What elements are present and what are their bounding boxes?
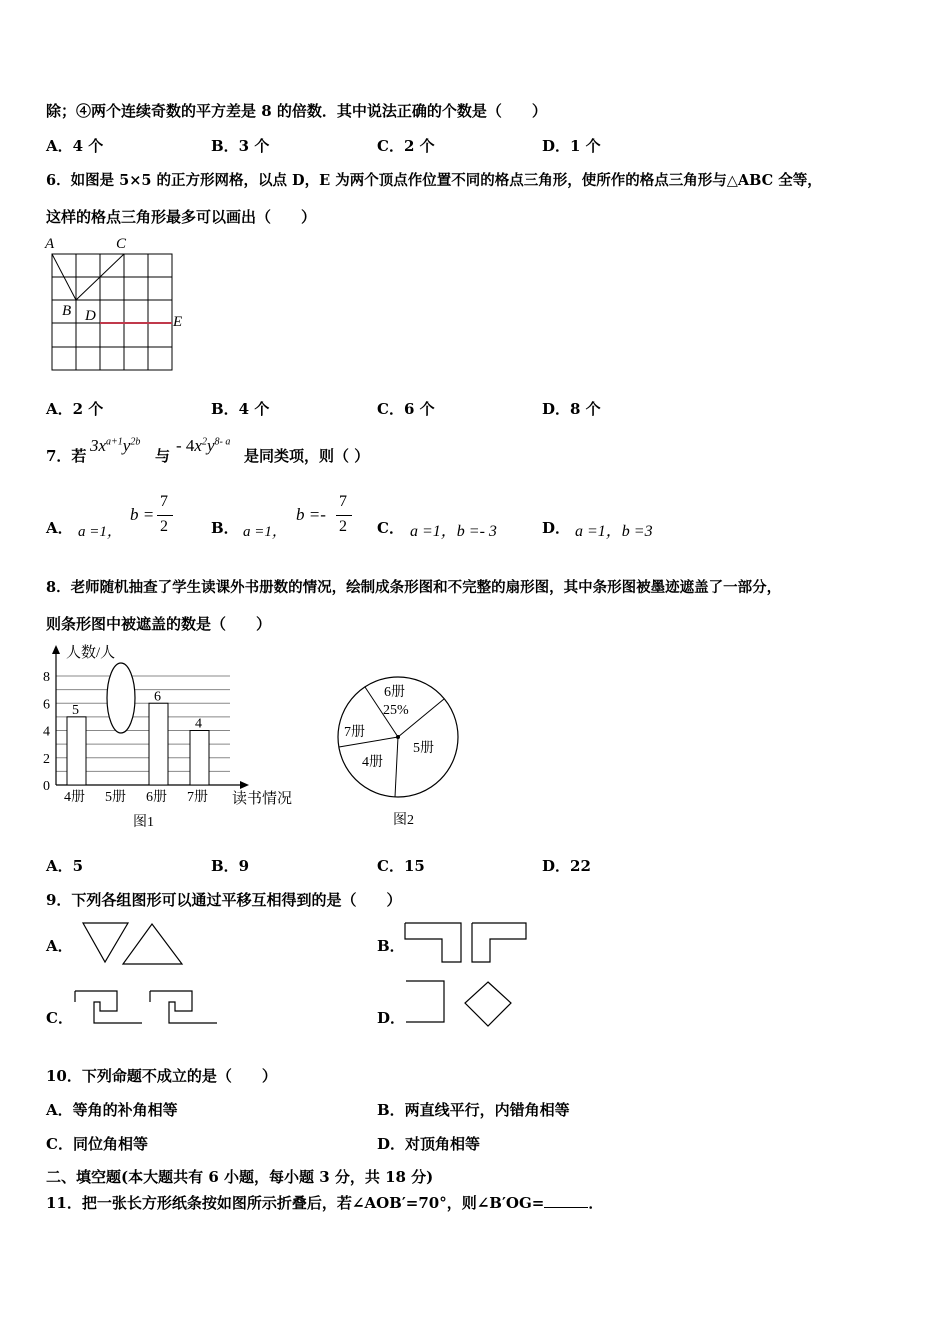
bar-category-label: 7册 <box>187 790 208 805</box>
ink-blot <box>107 663 135 733</box>
q6-option-d: D．8 个 <box>542 400 601 418</box>
q7-option-a-b: b = <box>130 505 155 524</box>
pie-label-4: 4册 <box>362 755 383 770</box>
pie-label-7: 7册 <box>344 725 365 740</box>
q9-option-b-figure <box>402 920 532 968</box>
pie-label-6: 6册 <box>384 685 405 700</box>
bar-ytick-label: 6 <box>43 697 50 713</box>
bar-caption: 图1 <box>133 815 154 830</box>
q10-option-c: C．同位角相等 <box>46 1135 148 1153</box>
q9-option-c-label: C． <box>46 1009 73 1027</box>
q5-option-b: B．3 个 <box>211 137 270 155</box>
pie-label-5: 5册 <box>413 741 434 756</box>
q11-stem <box>46 1193 603 1213</box>
q7-option-a-den: 2 <box>160 518 168 535</box>
bar-ytick-label: 4 <box>43 724 50 740</box>
q11-answer-blank[interactable] <box>544 1193 588 1208</box>
q7-expr1: $3x^{a+1}y^{2b}$ <box>90 436 141 455</box>
q11-prefix: 11．把一张长方形纸条按如图所示折叠后，若∠AOB′=70°，则∠B′OG= <box>46 1194 545 1212</box>
q6-grid-figure <box>40 232 190 377</box>
q6-option-b: B．4 个 <box>211 400 270 418</box>
q10-option-b: B．两直线平行，内错角相等 <box>377 1101 570 1119</box>
q10-stem: 10．下列命题不成立的是（ ） <box>46 1067 277 1085</box>
label-e: E <box>173 314 183 330</box>
q8-stem-line2: 则条形图中被遮盖的数是（ ） <box>46 615 272 633</box>
bar-7册 <box>190 731 209 786</box>
q7-option-a-fraction-bar <box>157 515 173 516</box>
label-b: B <box>62 303 72 319</box>
bar-ytick-label: 0 <box>43 779 50 794</box>
q6-stem-line2: 这样的格点三角形最多可以画出（ ） <box>46 208 317 226</box>
bar-data-label: 5 <box>72 702 79 718</box>
q7-option-b-value: a =1， <box>243 524 287 540</box>
q8-option-b: B．9 <box>211 857 250 875</box>
bar-xlabel: 读书情况 <box>232 791 293 807</box>
q7-option-c-value: a =1，b =- 3 <box>410 523 497 540</box>
q7-option-c-letter: C． <box>377 519 404 537</box>
q7-suffix: 是同类项，则（ ） <box>244 447 370 465</box>
q7-option-b-fraction-bar <box>336 515 352 516</box>
q7-prefix: 7．若 <box>46 447 87 465</box>
q6-option-c: C．6 个 <box>377 400 435 418</box>
q7-option-a-value: a =1， <box>78 524 122 540</box>
q5-option-a: A．4 个 <box>46 137 104 155</box>
bar-ylabel: 人数/人 <box>66 645 116 661</box>
q10-option-d: D．对顶角相等 <box>377 1135 481 1153</box>
q9-option-b-label: B． <box>377 937 405 955</box>
q9-stem: 9．下列各组图形可以通过平移互相得到的是（ ） <box>46 891 402 909</box>
q7-option-b-letter: B． <box>211 519 239 537</box>
q7-option-b-b: b =- <box>296 505 326 524</box>
bar-data-label: 6 <box>154 689 161 705</box>
q5-option-c: C．2 个 <box>377 137 435 155</box>
q10-option-a: A．等角的补角相等 <box>46 1101 178 1119</box>
q7-option-b-num: 7 <box>339 493 347 510</box>
q9-option-c-figure <box>72 988 222 1030</box>
label-a: A <box>45 236 55 252</box>
q8-option-d: D．22 <box>542 857 591 875</box>
pie-percent-6: 25% <box>383 703 409 718</box>
q11-suffix: ． <box>588 1194 604 1212</box>
bar-category-label: 4册 <box>64 790 85 805</box>
q5-option-d: D．1 个 <box>542 137 601 155</box>
bar-data-label: 4 <box>195 716 202 732</box>
q9-option-a-label: A． <box>46 937 73 955</box>
bar-4册 <box>67 717 86 785</box>
q7-option-d-letter: D． <box>542 519 571 537</box>
q7-option-a-num: 7 <box>160 493 168 510</box>
bar-chart <box>40 640 305 835</box>
q8-stem-line1: 8．老师随机抽查了学生读课外书册数的情况，绘制成条形图和不完整的扇形图，其中条形图被墨迹遮盖了一部分， <box>46 579 782 596</box>
bar-6册 <box>149 703 168 785</box>
q7-option-a-letter: A． <box>46 519 73 537</box>
q9-option-d-label: D． <box>377 1009 406 1027</box>
q6-option-a: A．2 个 <box>46 400 104 418</box>
label-d: D <box>85 308 96 324</box>
q6-stem-line1: 6．如图是 5×5 的正方形网格，以点 D，E 为两个顶点作位置不同的格点三角形，使所作的格点三角形与△ABC 全等， <box>46 172 822 189</box>
pie-caption: 图2 <box>393 813 414 828</box>
label-c: C <box>116 236 127 252</box>
q7-expr2: - $4x^2y^{8- a}$ <box>176 436 231 455</box>
pie-chart <box>335 672 465 832</box>
bar-ytick-label: 8 <box>43 670 50 685</box>
q7-option-b-den: 2 <box>339 518 347 535</box>
q9-option-a-figure <box>80 920 190 968</box>
q8-option-a: A．5 <box>46 857 84 875</box>
bar-ytick-label: 2 <box>43 751 50 767</box>
bar-category-label: 6册 <box>146 790 167 805</box>
section-2-heading: 二、填空题(本大题共有 6 小题，每小题 3 分，共 18 分) <box>46 1168 434 1186</box>
bar-category-label: 5册 <box>105 790 126 805</box>
q7-mid: 与 <box>155 447 171 465</box>
q9-option-d-figure <box>402 978 517 1030</box>
q8-option-c: C．15 <box>377 857 425 875</box>
q5-text: 除；④两个连续奇数的平方差是 8 的倍数．其中说法正确的个数是（ ） <box>46 102 547 120</box>
q7-option-d-value: a =1，b =3 <box>575 523 653 540</box>
